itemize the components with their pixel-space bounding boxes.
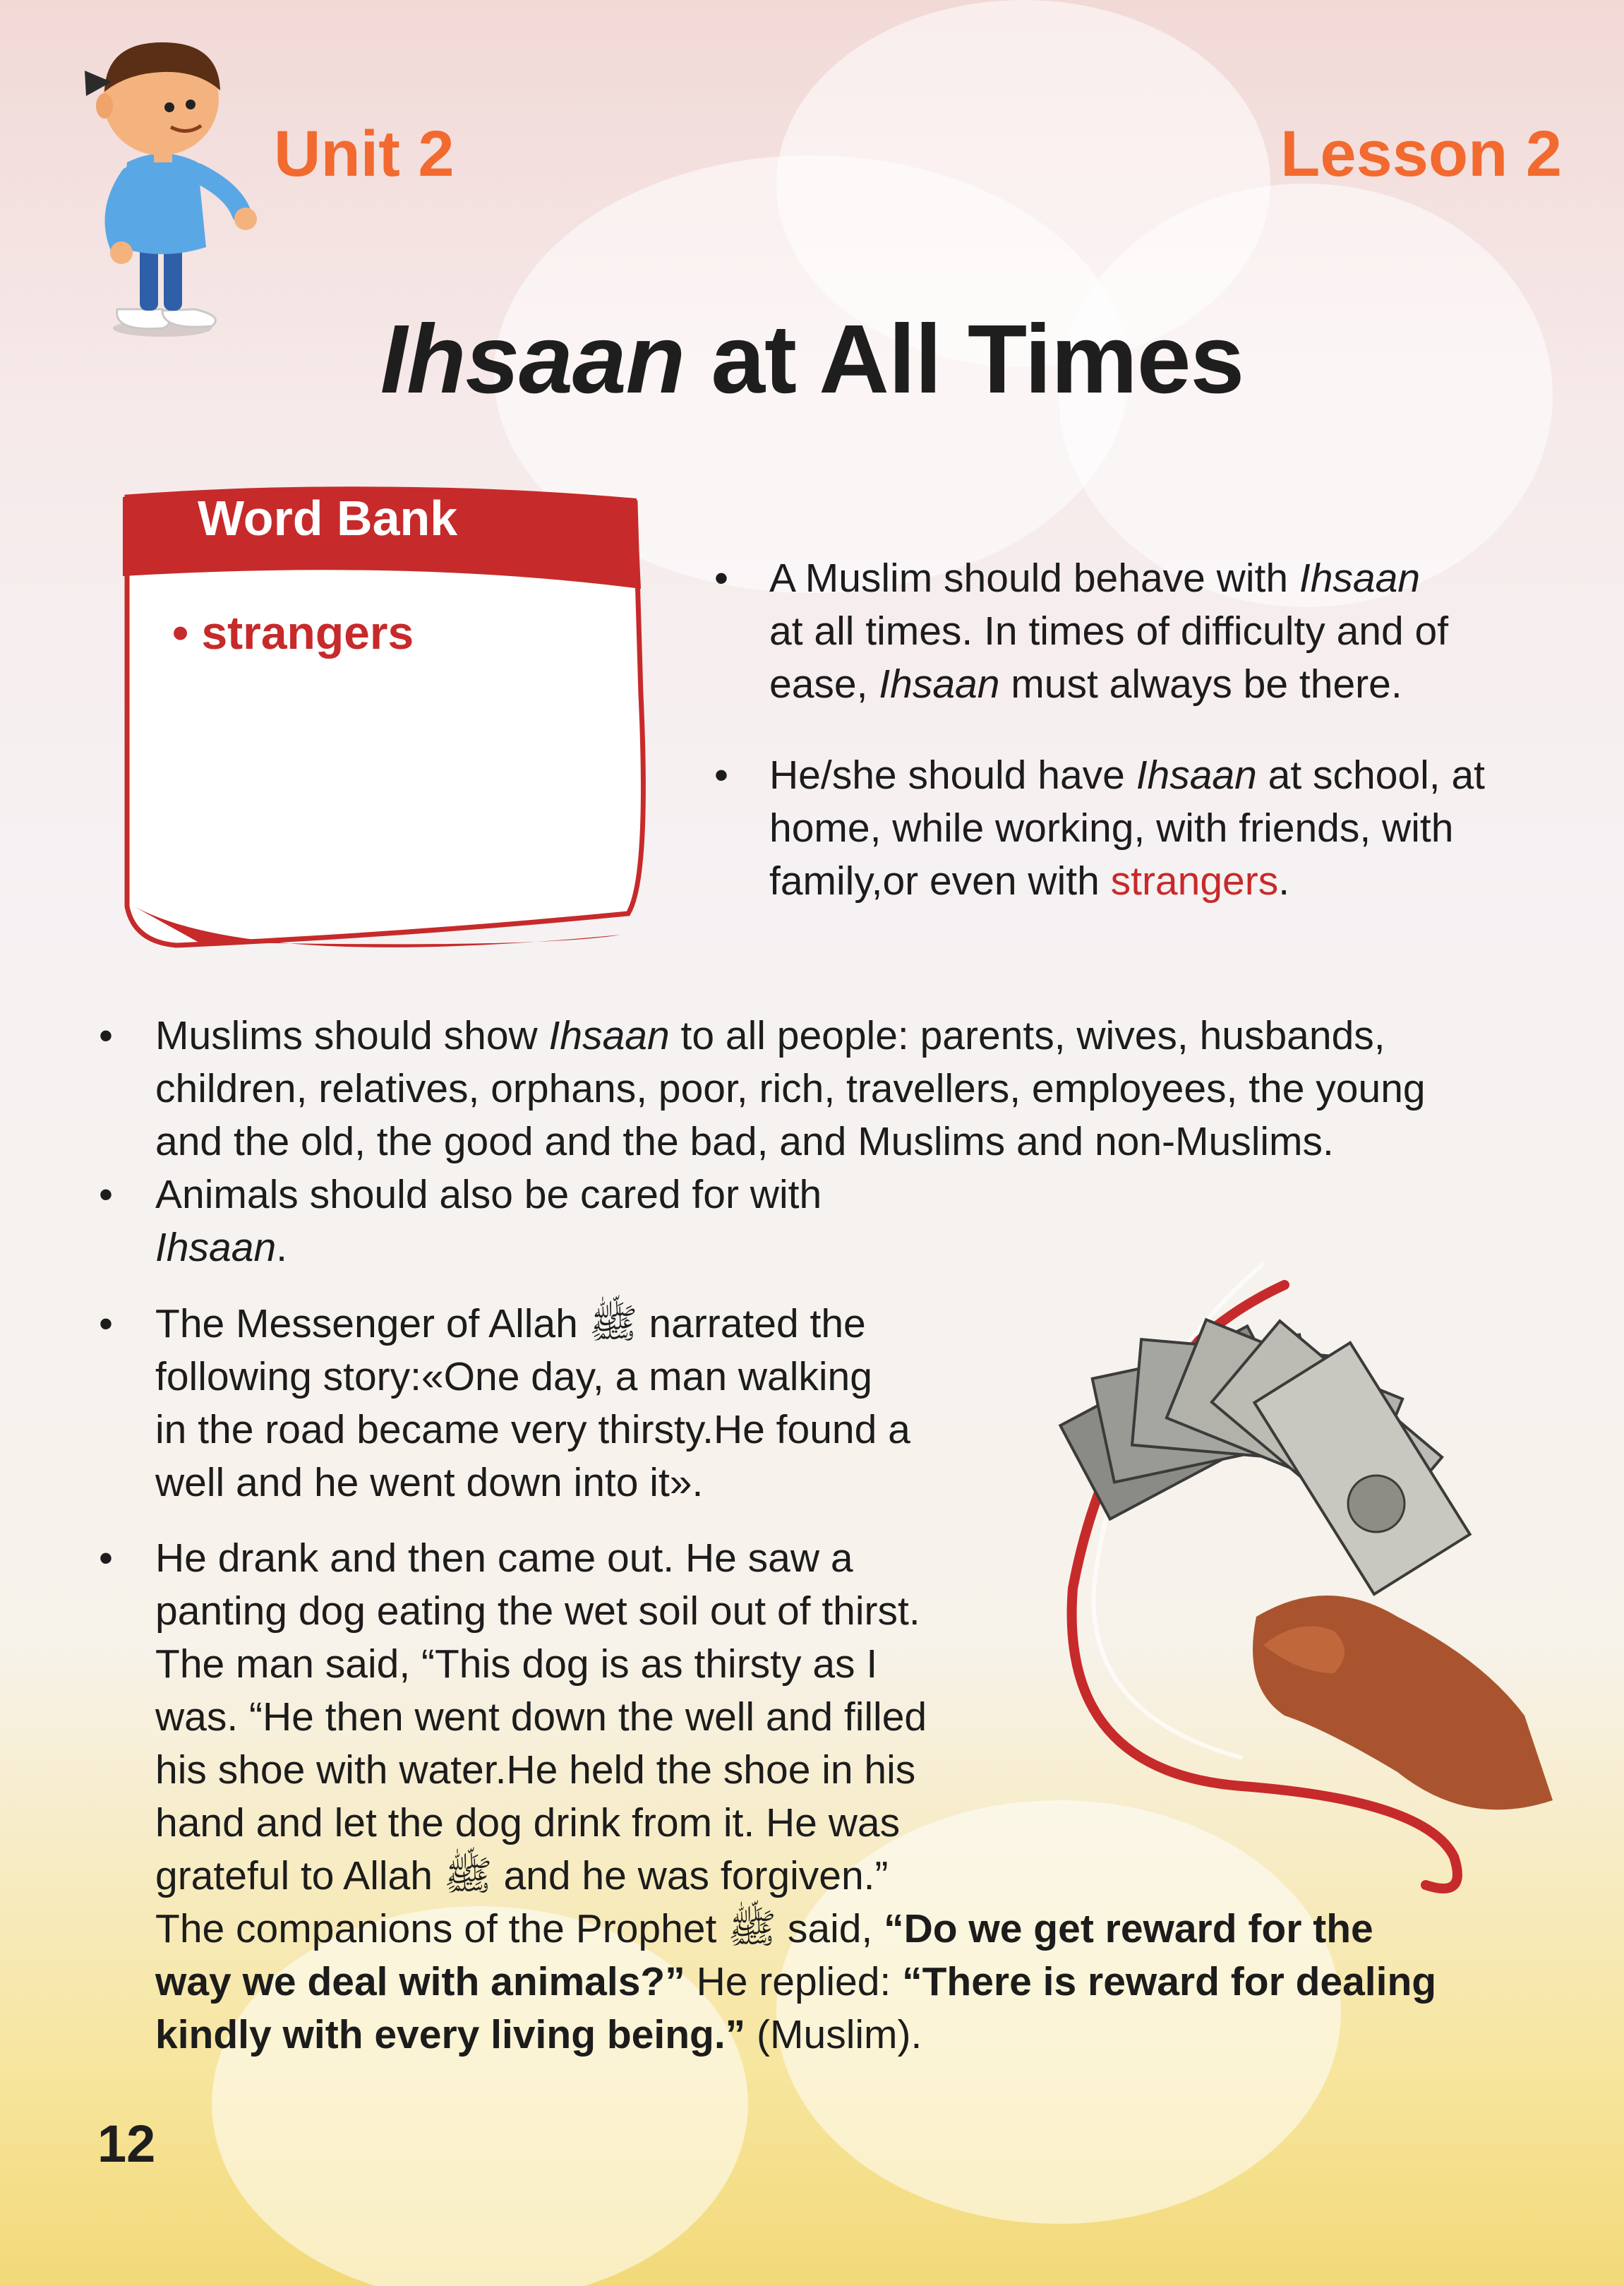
- bullet-dot: •: [99, 1536, 113, 1581]
- text-line: well and he went down into it».: [155, 1460, 704, 1505]
- text-line: Animals should also be cared for with: [155, 1172, 822, 1217]
- bullet-dot: •: [99, 1013, 113, 1058]
- honorific-glyph: ﷺ: [589, 1301, 638, 1346]
- text-run: grateful to Allah: [155, 1853, 444, 1898]
- text-run: .: [276, 1225, 287, 1270]
- text-run: said,: [776, 1906, 884, 1951]
- page-title: [0, 304, 1624, 416]
- text-run: (Muslim).: [745, 2012, 922, 2057]
- text-run: .: [1278, 858, 1290, 904]
- text-line: panting dog eating the wet soil out of thirst.: [155, 1588, 920, 1634]
- text-line: He drank and then came out. He saw a: [155, 1536, 853, 1581]
- bullet-dot: •: [714, 556, 728, 601]
- strangers-highlight: strangers: [1110, 858, 1279, 904]
- text-run: at school, at: [1256, 753, 1486, 798]
- bullet-dot: •: [99, 1301, 113, 1346]
- text-run: The Messenger of Allah: [155, 1301, 589, 1346]
- text-line: hand and let the dog drink from it. He was: [155, 1800, 901, 1845]
- bullet-animals: [155, 1168, 822, 1274]
- text-run: He/she should have: [769, 753, 1136, 798]
- text-line: in the road became very thirsty.He found a: [155, 1407, 910, 1452]
- text-line: his shoe with water.He held the shoe in his: [155, 1747, 916, 1793]
- text-run: must always be there.: [999, 662, 1402, 707]
- text-line: home, while working, with friends, with: [769, 806, 1454, 851]
- unit-label: Unit 2: [274, 118, 455, 190]
- quote-bold: “There is reward for dealing: [902, 1959, 1437, 2004]
- lesson-label: Lesson 2: [1280, 118, 1562, 190]
- ihsaan-term: Ihsaan: [1136, 753, 1257, 798]
- text-line: at all times. In times of difficulty and of: [769, 609, 1449, 654]
- text-line: was. “He then went down the well and filled: [155, 1694, 927, 1740]
- right-bullet-1: [769, 552, 1448, 711]
- title-italic: Ihsaan: [380, 305, 685, 414]
- ihsaan-term: Ihsaan: [879, 662, 1000, 707]
- boy-mascot-illustration: [56, 28, 268, 339]
- bullet-all-people: [155, 1010, 1426, 1168]
- text-run: narrated the: [637, 1301, 866, 1346]
- quote-bold: way we deal with animals?”: [155, 1959, 685, 2004]
- word-bank-item: • strangers: [172, 606, 414, 659]
- text-run: The companions of the Prophet: [155, 1906, 728, 1951]
- quote-bold: kindly with every living being.”: [155, 2012, 746, 2057]
- right-bullet-2: [769, 749, 1485, 908]
- ihsaan-term: Ihsaan: [155, 1225, 277, 1270]
- word-bank-box: [113, 483, 649, 963]
- bullet-dot: •: [99, 1172, 113, 1217]
- text-run: He replied:: [685, 1959, 903, 2004]
- word-bank-heading: Word Bank: [198, 491, 458, 546]
- title-rest: at All Times: [711, 305, 1244, 414]
- text-run: to all people: parents, wives, husbands,: [669, 1013, 1385, 1058]
- text-run: ease,: [769, 662, 879, 707]
- bullet-messenger-story: [155, 1298, 910, 1509]
- text-run: A Muslim should behave with: [769, 556, 1299, 601]
- money-in-hand-illustration: [1030, 1221, 1588, 1899]
- text-line: and the old, the good and the bad, and Muslims and non-Muslims.: [155, 1119, 1334, 1164]
- text-line: children, relatives, orphans, poor, rich, travellers, employees, the young: [155, 1066, 1426, 1111]
- bullet-dot: •: [714, 753, 728, 798]
- honorific-glyph: ﷺ: [728, 1906, 777, 1951]
- page-number: 12: [97, 2114, 156, 2173]
- quote-bold: “Do we get reward for the: [884, 1906, 1373, 1951]
- text-run: and he was forgiven.”: [492, 1853, 889, 1898]
- text-run: Muslims should show: [155, 1013, 549, 1058]
- text-line: The man said, “This dog is as thirsty as I: [155, 1641, 878, 1687]
- honorific-glyph: ﷺ: [443, 1853, 493, 1898]
- ihsaan-term: Ihsaan: [548, 1013, 670, 1058]
- ihsaan-term: Ihsaan: [1299, 556, 1421, 601]
- text-run: family,or even with: [769, 858, 1111, 904]
- text-line: following story:«One day, a man walking: [155, 1354, 872, 1399]
